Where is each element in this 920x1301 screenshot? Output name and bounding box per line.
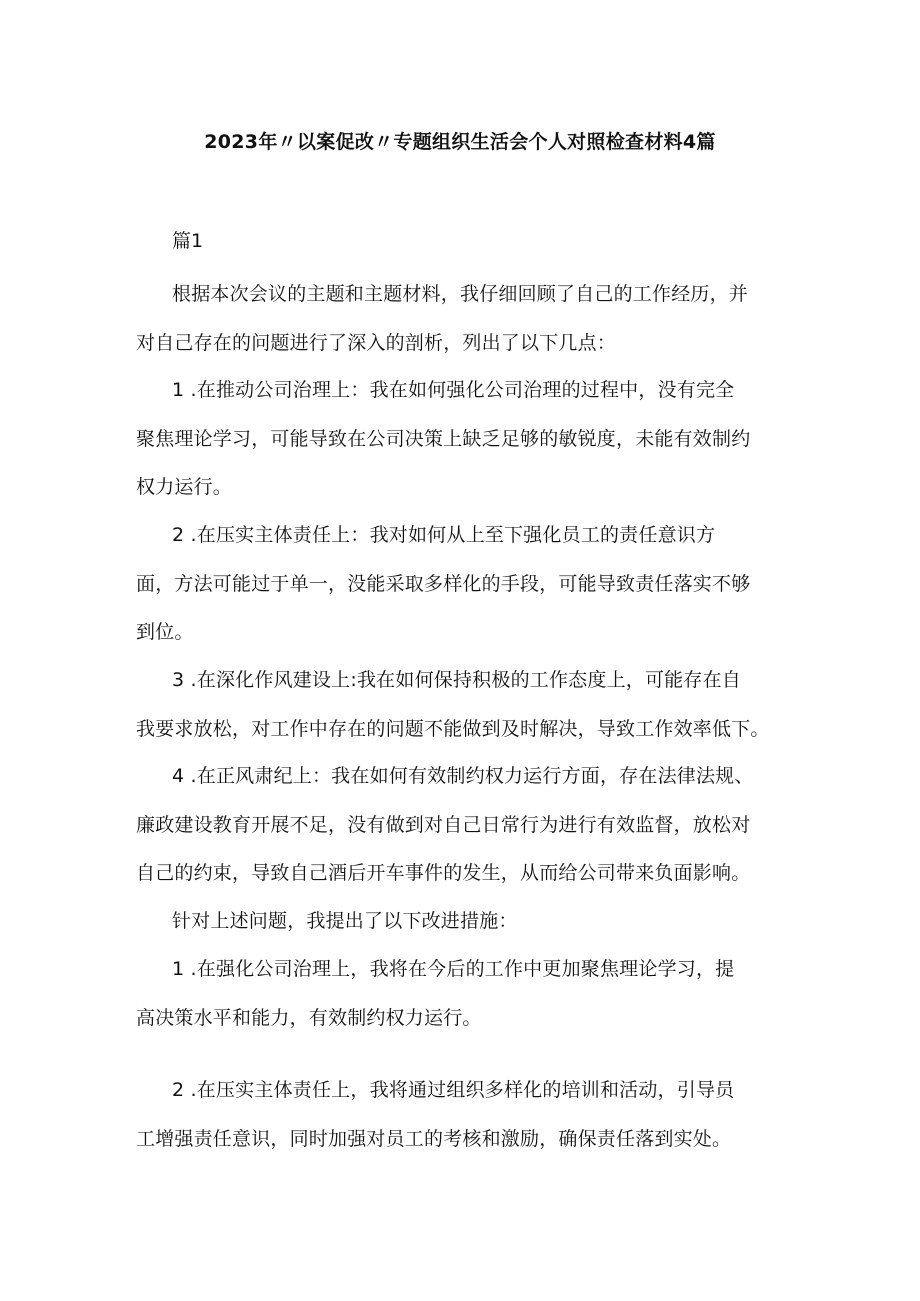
paragraph-problem-3 (136, 656, 796, 753)
paragraph-line: 到位。 (136, 621, 194, 643)
paragraph-line: 根据本次会议的主题和主题材料，我仔细回顾了自己的工作经历，并 (172, 283, 749, 305)
paragraph-problem-4 (136, 752, 796, 898)
paragraph-line: 2 .在压实主体责任上，我将通过组织多样化的培训和活动，引导员 (172, 1079, 735, 1101)
paragraph-line: 4 .在正风肃纪上：我在如何有效制约权力运行方面，存在法律法规、 (172, 765, 754, 787)
paragraph-line: 针对上述问题，我提出了以下改进措施： (172, 910, 518, 932)
paragraph-line: 2 .在压实主体责任上：我对如何从上至下强化员工的责任意识方 (172, 524, 716, 546)
paragraph-line: 3 .在深化作风建设上:我在如何保持积极的工作态度上，可能存在自 (172, 669, 741, 691)
paragraph-measures-intro (136, 897, 796, 946)
paragraph-line: 权力运行。 (136, 476, 233, 498)
paragraph-measure-2 (136, 1066, 796, 1163)
paragraph-line: 廉政建设教育开展不足，没有做到对自己日常行为进行有效监督，放松对 (136, 813, 751, 836)
paragraph-line: 高决策水平和能力，有效制约权力运行。 (136, 1006, 482, 1029)
paragraph-line: 1 .在强化公司治理上，我将在今后的工作中更加聚焦理论学习，提 (172, 958, 735, 980)
paragraph-problem-2 (136, 511, 796, 657)
paragraph-line: 1 .在推动公司治理上：我在如何强化公司治理的过程中，没有完全 (172, 379, 735, 401)
section-heading: 篇1 (172, 230, 204, 252)
paragraph-line: 聚焦理论学习，可能导致在公司决策上缺乏足够的敏锐度，未能有效制约 (136, 427, 751, 450)
paragraph-measure-1 (136, 945, 796, 1042)
paragraph-intro (136, 270, 796, 367)
paragraph-line: 对自己存在的问题进行了深入的剖析，列出了以下几点： (136, 331, 617, 354)
paragraph-problem-1 (136, 366, 796, 512)
paragraph-line: 我要求放松，对工作中存在的问题不能做到及时解决，导致工作效率低下。 (136, 717, 770, 740)
document-title: 2023年〃以案促改〃专题组织生活会个人对照检查材料4篇 (204, 131, 716, 153)
paragraph-line: 自己的约束，导致自己酒后开车事件的发生，从而给公司带来负面影响。 (136, 862, 751, 884)
paragraph-line: 面，方法可能过于单一，没能采取多样化的手段，可能导致责任落实不够 (136, 572, 751, 595)
paragraph-line: 工增强责任意识，同时加强对员工的考核和激励，确保责任落到实处。 (136, 1127, 732, 1150)
